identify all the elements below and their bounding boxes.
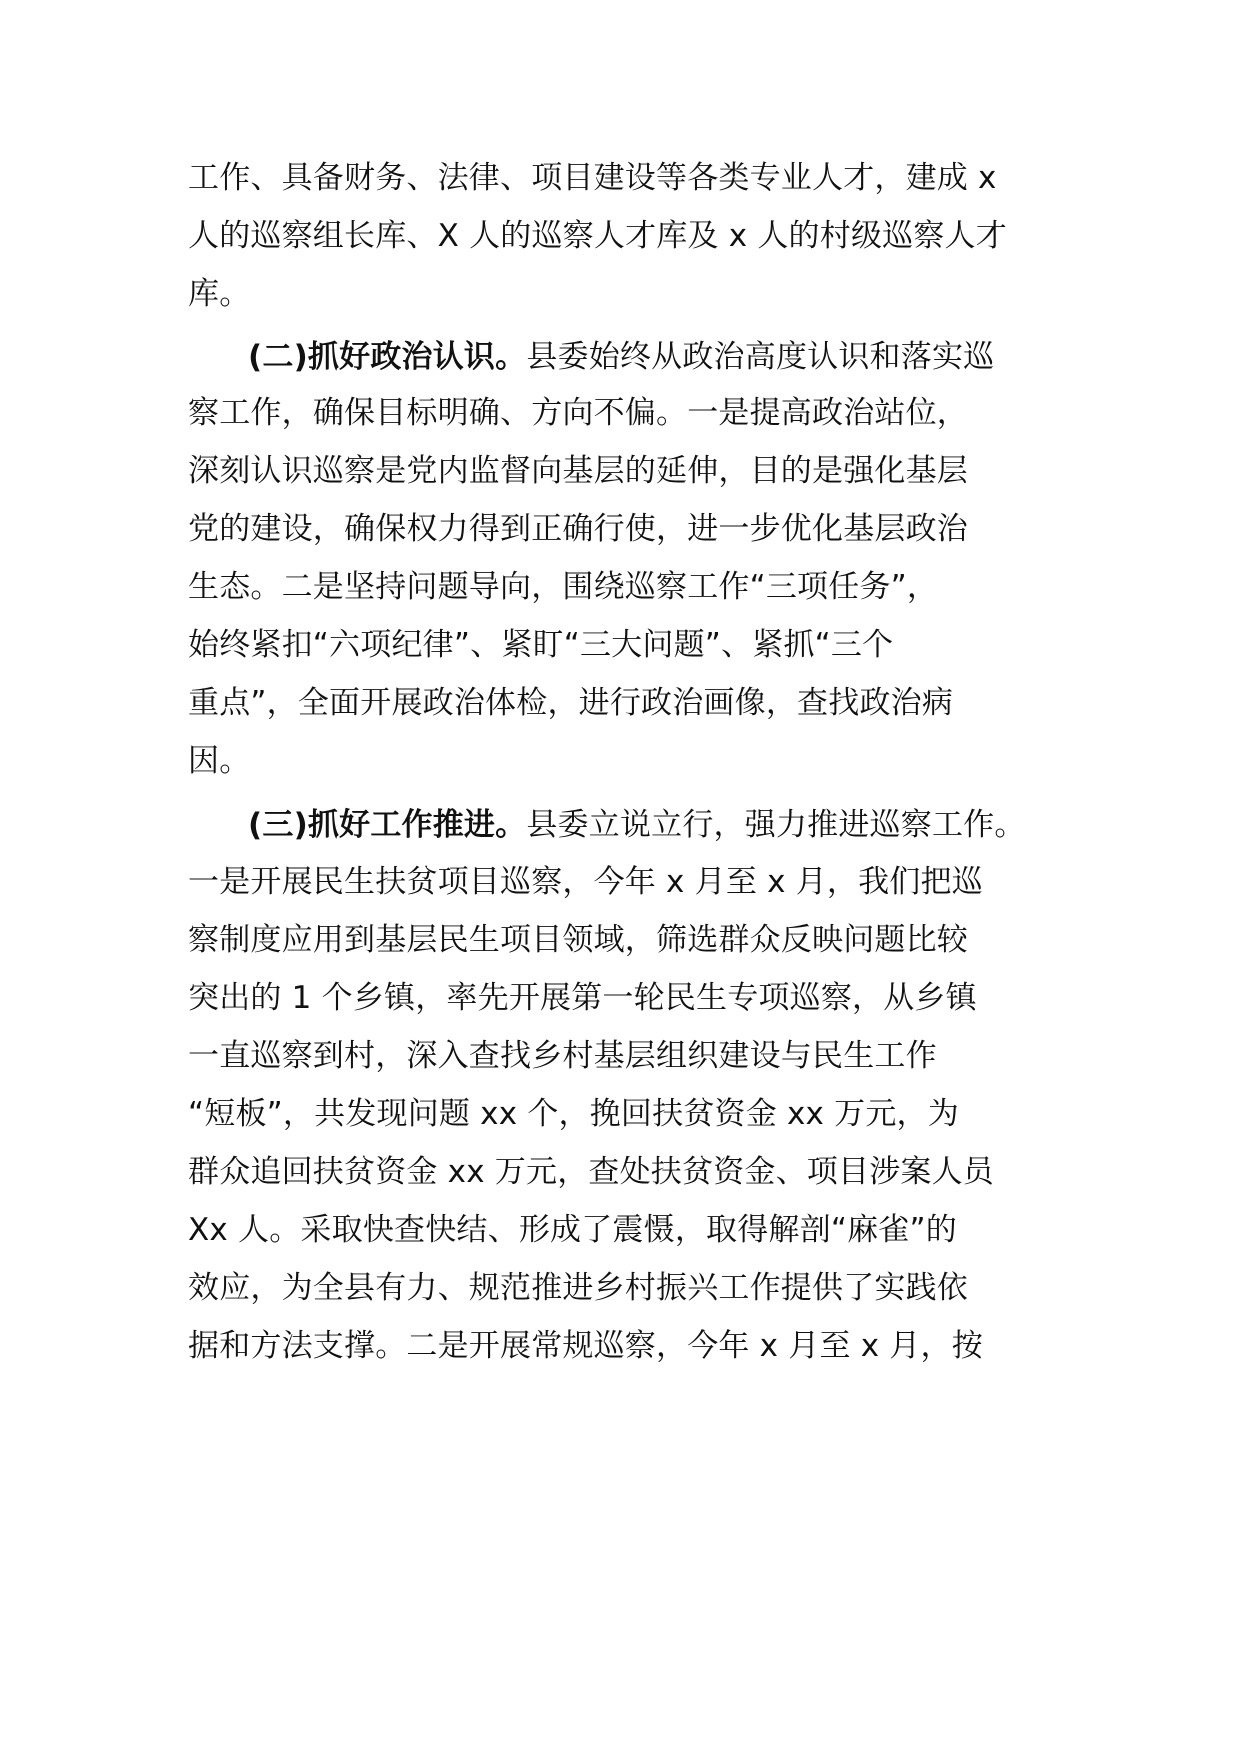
body-line: 始终紧扣“六项纪律”、紧盯“三大问题”、紧抓“三个 xyxy=(188,627,894,663)
body-line: 库。 xyxy=(188,276,251,312)
body-line: 人的巡察组长库、X 人的巡察人才库及 x 人的村级巡察人才 xyxy=(188,218,1007,254)
body-text: 县委始终从政治高度认识和落实巡 xyxy=(526,339,995,375)
body-line: 一是开展民生扶贫项目巡察，今年 x 月至 x 月，我们把巡 xyxy=(188,864,983,900)
body-line: 察制度应用到基层民生项目领域，筛选群众反映问题比较 xyxy=(188,922,968,958)
body-line: 效应，为全县有力、规范推进乡村振兴工作提供了实践依 xyxy=(188,1270,968,1306)
body-line: 据和方法支撑。二是开展常规巡察，今年 x 月至 x 月，按 xyxy=(188,1328,983,1364)
body-line: 因。 xyxy=(188,743,251,779)
section-2-paragraph xyxy=(248,337,994,377)
body-line: 工作、具备财务、法律、项目建设等各类专业人才，建成 x xyxy=(188,160,997,196)
body-line: 重点”，全面开展政治体检，进行政治画像，查找政治病 xyxy=(188,685,954,721)
body-line: 党的建设，确保权力得到正确行使，进一步优化基层政治 xyxy=(188,511,968,547)
section-3-heading: (三)抓好工作推进。 xyxy=(248,807,527,843)
body-text: 县委立说立行，强力推进巡察工作。 xyxy=(526,807,1026,843)
body-line: 深刻认识巡察是党内监督向基层的延伸，目的是强化基层 xyxy=(188,453,968,489)
body-line: 察工作，确保目标明确、方向不偏。一是提高政治站位， xyxy=(188,395,968,431)
body-line: “短板”，共发现问题 xx 个，挽回扶贫资金 xx 万元，为 xyxy=(188,1096,959,1132)
body-line: 一直巡察到村，深入查找乡村基层组织建设与民生工作 xyxy=(188,1038,937,1074)
section-2-heading: (二)抓好政治认识。 xyxy=(248,339,527,375)
section-3-paragraph xyxy=(248,805,1026,845)
body-line: 群众追回扶贫资金 xx 万元，查处扶贫资金、项目涉案人员 xyxy=(188,1154,994,1190)
body-line: Xx 人。采取快查快结、形成了震慑，取得解剖“麻雀”的 xyxy=(188,1212,957,1248)
body-line: 突出的 1 个乡镇，率先开展第一轮民生专项巡察，从乡镇 xyxy=(188,980,977,1016)
body-line: 生态。二是坚持问题导向，围绕巡察工作“三项任务”， xyxy=(188,569,939,605)
